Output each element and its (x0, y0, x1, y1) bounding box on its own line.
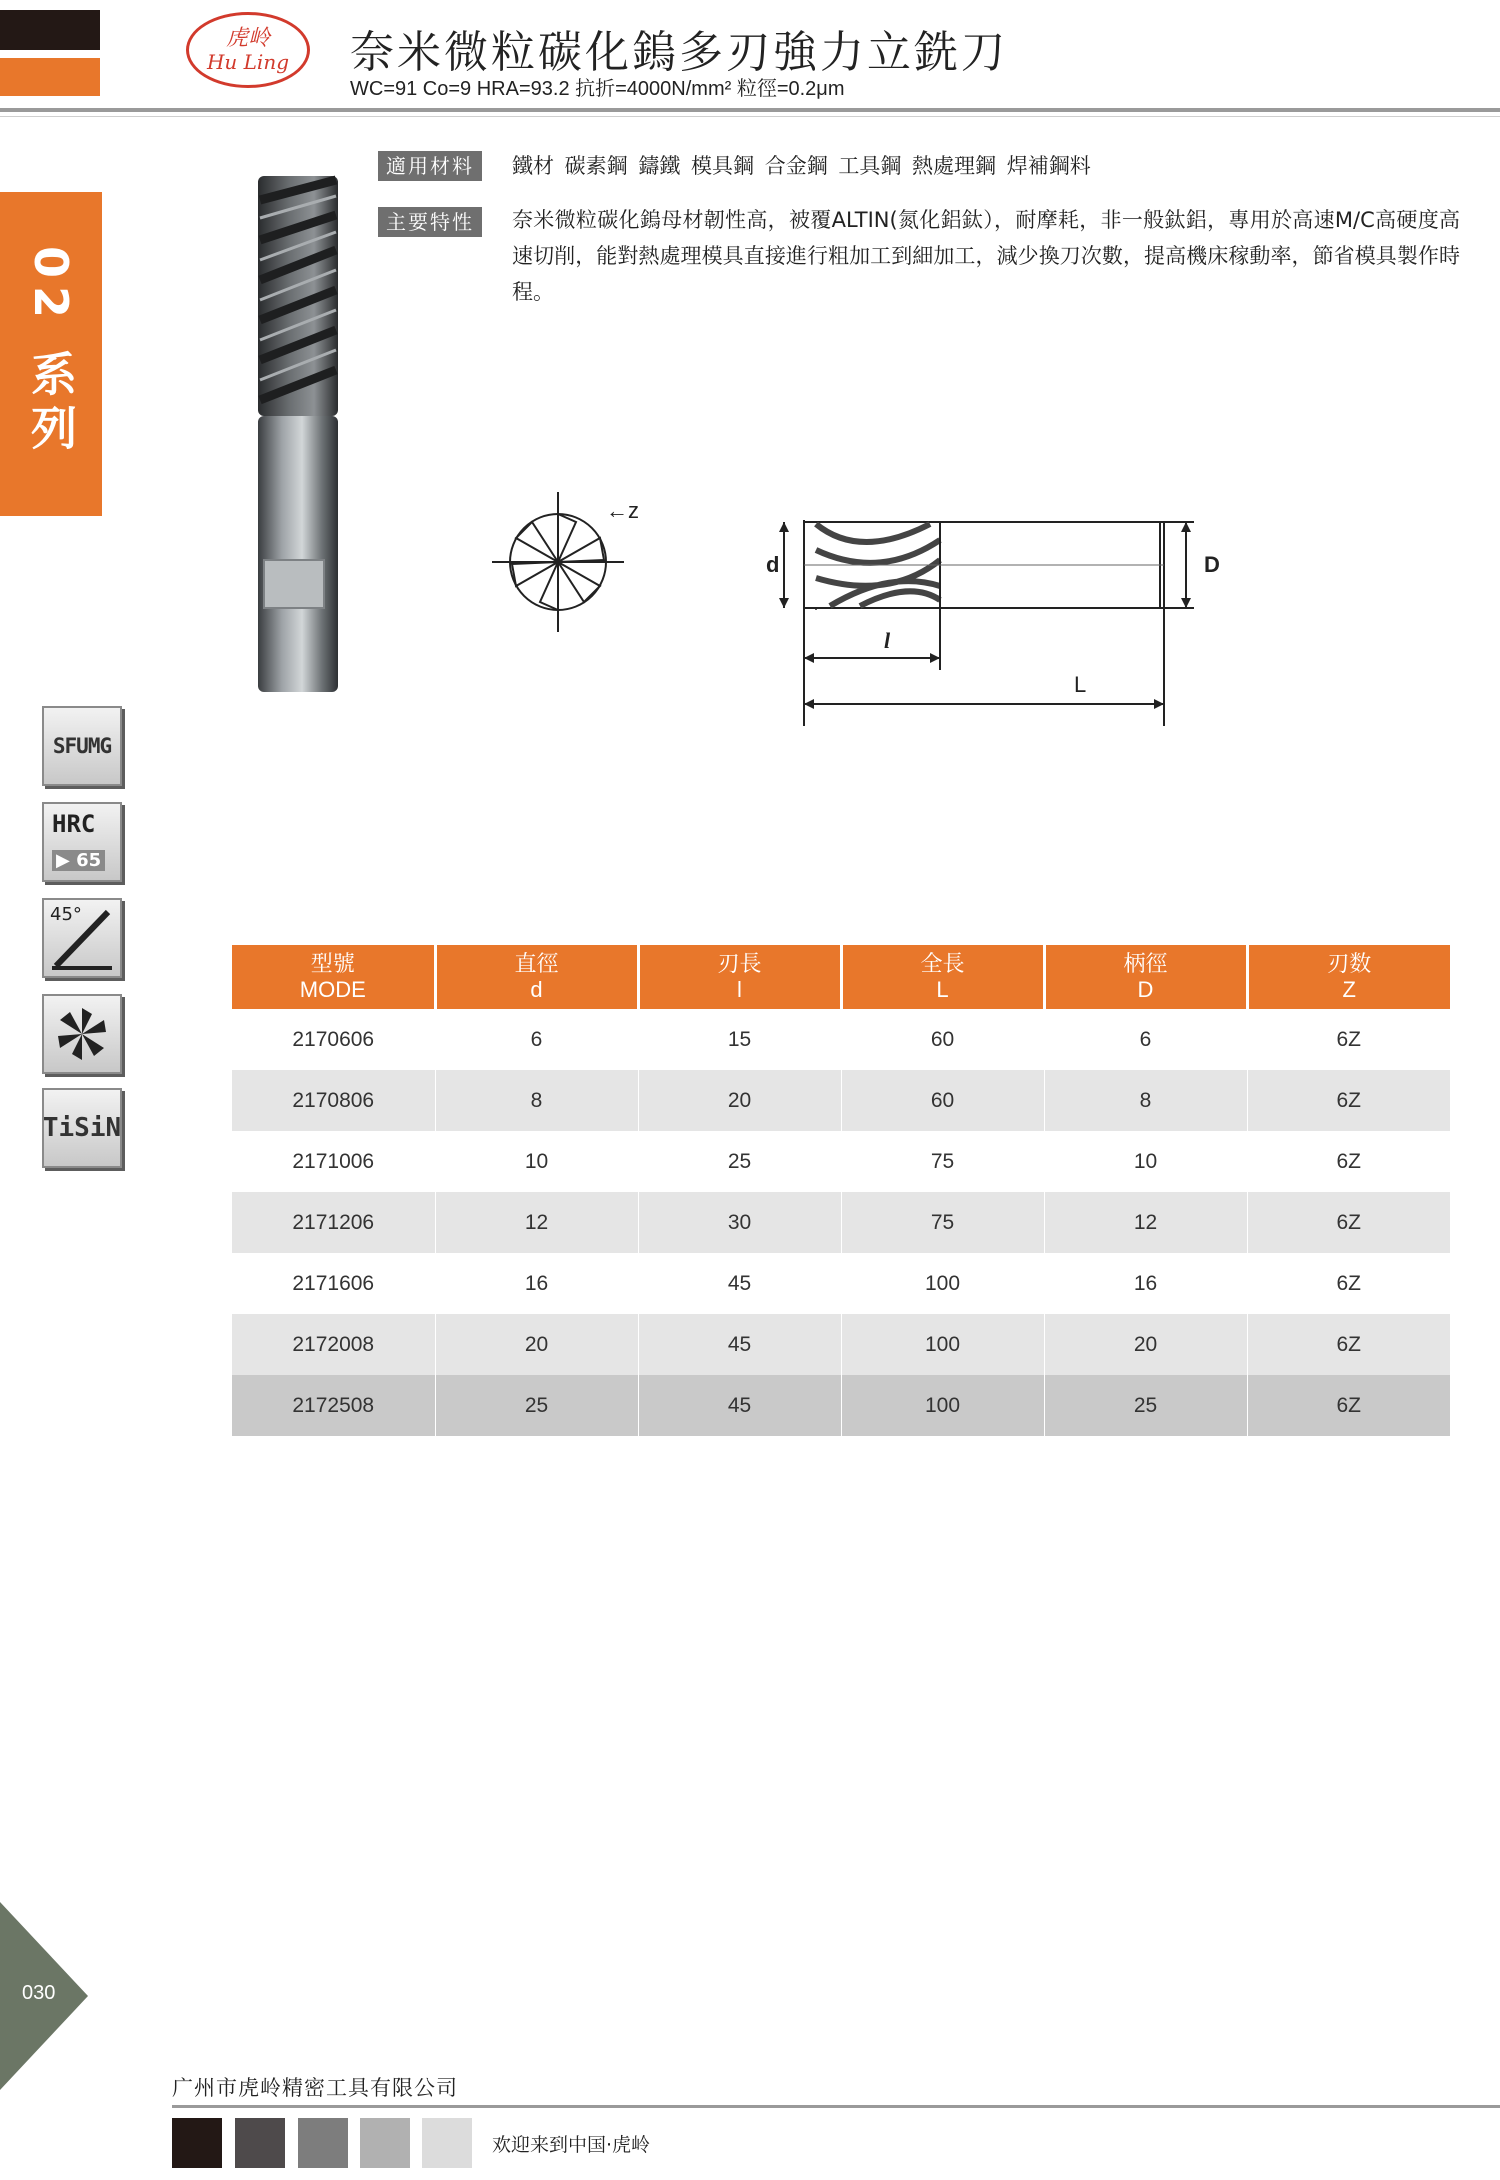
hrc-value: ▶ 65 (52, 850, 105, 871)
table-header-row (232, 945, 1450, 1009)
tisin-coating-icon (42, 1088, 122, 1168)
page-title: 奈米微粒碳化鎢多刃強力立銑刀 (350, 27, 1008, 78)
top-orange-bar (0, 58, 100, 96)
cell-D: 12 (1044, 1192, 1247, 1253)
z-label: ←z (606, 498, 639, 523)
color-swatch (298, 2118, 348, 2168)
cell-z: 6Z (1247, 1131, 1450, 1192)
end-mill-photo (250, 170, 346, 700)
cell-L: 100 (841, 1375, 1044, 1436)
cell-D: 6 (1044, 1009, 1247, 1070)
features-text: 奈米微粒碳化鎢母材韌性高，被覆ALTIN(氮化鋁鈦），耐摩耗，非一般鈦鋁，專用於高速M/C高硬度高速切削，能對熱處理模具直接進行粗加工到細加工，減少換刀次數，提高機床稼動率，節省模具製作時程。 (512, 208, 1460, 304)
header-mode: 型號 MODE (232, 945, 435, 1009)
color-swatch (172, 2118, 222, 2168)
series-tab-label: 02 系列 (24, 246, 78, 459)
cell-L: 75 (841, 1192, 1044, 1253)
cell-L: 60 (841, 1009, 1044, 1070)
angle-label: 45° (50, 904, 82, 925)
cell-d: 20 (435, 1314, 638, 1375)
sfumg-label: SFUMG (52, 734, 112, 758)
cell-d: 16 (435, 1253, 638, 1314)
features-tag: 主要特性 (378, 207, 482, 237)
logo-line1: 虎岭 (225, 26, 270, 51)
materials-tag: 適用材料 (378, 151, 482, 181)
cell-d: 12 (435, 1192, 638, 1253)
color-swatch (360, 2118, 410, 2168)
page-subtitle: WC=91 Co=9 HRA=93.2 抗折=4000N/mm² 粒徑=0.2μm (350, 78, 845, 100)
spec-table (232, 945, 1450, 1436)
cell-d: 25 (435, 1375, 638, 1436)
brand-logo (186, 12, 310, 88)
header-flute-length: 刃長 l (638, 945, 841, 1009)
cell-D: 10 (1044, 1131, 1247, 1192)
cell-l: 45 (638, 1375, 841, 1436)
hrc-icon (42, 802, 122, 882)
l-label: l (884, 628, 891, 653)
table-row (232, 1070, 1450, 1131)
d-label: d (766, 552, 780, 577)
cell-d: 8 (435, 1070, 638, 1131)
side-view-drawing (740, 500, 1360, 730)
cell-mode: 2172008 (232, 1314, 435, 1375)
helix-angle-icon (42, 898, 122, 978)
cell-l: 45 (638, 1253, 841, 1314)
cell-D: 20 (1044, 1314, 1247, 1375)
color-swatch (235, 2118, 285, 2168)
cell-D: 8 (1044, 1070, 1247, 1131)
table-row (232, 1314, 1450, 1375)
header-divider (0, 108, 1500, 112)
cell-z: 6Z (1247, 1253, 1450, 1314)
cell-mode: 2171606 (232, 1253, 435, 1314)
D-label: D (1204, 552, 1220, 577)
cell-l: 20 (638, 1070, 841, 1131)
flute-count-icon (42, 994, 122, 1074)
cell-z: 6Z (1247, 1375, 1450, 1436)
cell-l: 30 (638, 1192, 841, 1253)
header-divider-thin (0, 116, 1500, 117)
cell-l: 25 (638, 1131, 841, 1192)
cross-section-drawing (488, 488, 668, 638)
table-row (232, 1253, 1450, 1314)
table-row (232, 1131, 1450, 1192)
cell-L: 100 (841, 1314, 1044, 1375)
cell-mode: 2171006 (232, 1131, 435, 1192)
cell-L: 60 (841, 1070, 1044, 1131)
cell-D: 16 (1044, 1253, 1247, 1314)
cell-mode: 2172508 (232, 1375, 435, 1436)
top-dark-bar (0, 10, 100, 50)
footer-divider (172, 2105, 1500, 2108)
table-row (232, 1192, 1450, 1253)
company-name: 广州市虎岭精密工具有限公司 (172, 2076, 458, 2100)
cell-z: 6Z (1247, 1070, 1450, 1131)
cell-L: 75 (841, 1131, 1044, 1192)
L-label: L (1074, 672, 1087, 697)
cell-L: 100 (841, 1253, 1044, 1314)
color-swatch (422, 2118, 472, 2168)
page-number: 030 (22, 1982, 56, 2004)
table-row (232, 1009, 1450, 1070)
logo-line2: Hu Ling (206, 50, 290, 74)
cell-z: 6Z (1247, 1192, 1450, 1253)
header-overall-length: 全長 L (841, 945, 1044, 1009)
materials-text: 鐵材 碳素鋼 鑄鐵 模具鋼 合金鋼 工具鋼 熱處理鋼 焊補鋼料 (512, 154, 1091, 178)
cell-z: 6Z (1247, 1009, 1450, 1070)
welcome-text: 欢迎来到中国·虎岭 (492, 2134, 651, 2156)
sfumg-icon (42, 706, 122, 786)
header-flutes: 刃数 Z (1247, 945, 1450, 1009)
cell-D: 25 (1044, 1375, 1247, 1436)
cell-z: 6Z (1247, 1314, 1450, 1375)
cell-mode: 2170806 (232, 1070, 435, 1131)
cell-mode: 2170606 (232, 1009, 435, 1070)
cell-mode: 2171206 (232, 1192, 435, 1253)
header-shank-diameter: 柄徑 D (1044, 945, 1247, 1009)
table-row (232, 1375, 1450, 1436)
tisin-label: TiSiN (42, 1113, 122, 1143)
header-diameter: 直徑 d (435, 945, 638, 1009)
hrc-label: HRC (52, 810, 96, 838)
cell-d: 6 (435, 1009, 638, 1070)
cell-l: 15 (638, 1009, 841, 1070)
cell-d: 10 (435, 1131, 638, 1192)
cell-l: 45 (638, 1314, 841, 1375)
